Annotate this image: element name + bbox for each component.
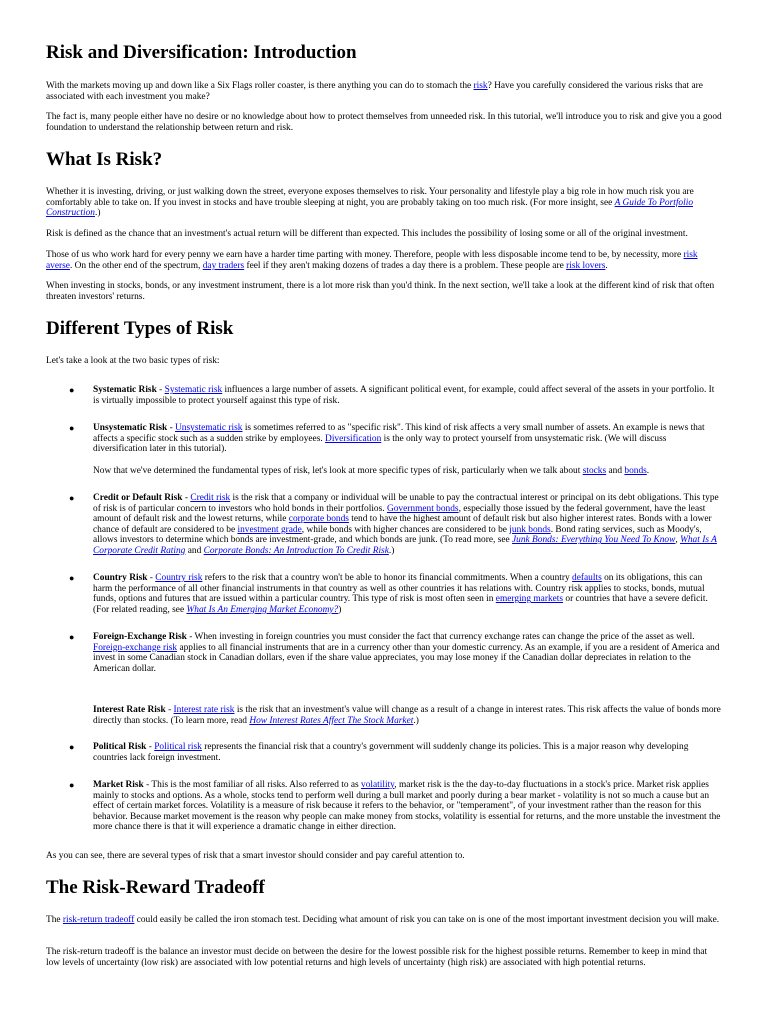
link-emerging-markets[interactable]: emerging markets (495, 594, 564, 605)
intro-paragraph-2: The fact is, many people either have no desire or no knowledge about how to protect themselves from unneeded risk. In this tutorial, we'll introduce you to risk and give you a good foundation to understand the relationship between return and risk. (46, 112, 722, 133)
link-day-traders[interactable]: day traders (202, 260, 245, 271)
link-volatility[interactable]: volatility (361, 780, 395, 790)
list-item-credit-risk (93, 493, 722, 557)
term: Political Risk (93, 742, 147, 752)
text: - (186, 632, 195, 642)
link-portfolio-construction[interactable]: A Guide To Portfolio Construction (46, 197, 694, 219)
link-credit-rating-article[interactable]: What Is A Corporate Credit Rating (93, 535, 717, 556)
text: influences a large number of assets. A significant political event, for example, could affect several of the assets in your portfolio. It is virtually impossible to protect yourself against this type of risk. (93, 385, 715, 406)
list-item-foreign-exchange-risk (93, 632, 722, 674)
text: feel if they aren't making dozens of trades a day there is a problem. These people are (244, 260, 567, 271)
text: on its obligations, this can harm the performance of all other financial instruments in that country as well as other countries it has relations with. Country risk applies to stocks, bonds, mutual funds, options and futures that are issued within a particular country. This type of risk is most often seen in (93, 573, 705, 605)
text: - (146, 742, 155, 752)
bullet-icon: ● (69, 780, 75, 790)
text: , while bonds with higher chances are considered to be (301, 524, 510, 535)
link-stocks[interactable]: stocks (582, 466, 607, 476)
term: Credit or Default Risk (93, 493, 183, 503)
section-heading-types-of-risk: Different Types of Risk (46, 318, 234, 339)
text: - (165, 705, 174, 715)
term: Unsystematic Risk (93, 423, 168, 433)
text: , (675, 535, 681, 546)
text: ) (338, 604, 342, 615)
list-item-political-risk (93, 742, 722, 763)
text: is the risk that an investment's value will change as a result of a change in interest rates. This risk affects the value of bonds more directly than stocks. (To learn more, read (93, 705, 721, 726)
text: , especially those issued by the federal government, have the least amount of default risk and the lowest returns, while (93, 503, 706, 525)
bullet-icon: ● (69, 632, 75, 642)
text: - (147, 573, 156, 583)
types-lead: Let's take a look at the two basic types of risk: (46, 356, 220, 366)
bullet-icon: ● (69, 423, 75, 433)
text: could easily be called the iron stomach test. Deciding what amount of risk you can take on is one of the most important investment decision you will make. (134, 915, 720, 925)
term: Market Risk (93, 780, 144, 790)
text: When investing in foreign countries you must consider the fact that currency exchange rates can change the price of the asset as well. (194, 632, 695, 642)
text: - (182, 493, 191, 503)
tradeoff-paragraph-1 (46, 915, 722, 926)
text: applies to all financial instruments that are in a currency other than your domestic currency. As an example, if you are a resident of America and invest in some Canadian stock in Canadian dollars, even if the share value appreciates, you may lose money if the Canadian dollar depreciates in relation to the American dollar. (93, 642, 720, 674)
link-defaults[interactable]: defaults (572, 573, 602, 583)
text: tend to have the highest amount of default risk but also higher interest rates. Bonds with a lower chance of default are considered to be (93, 514, 712, 535)
text: .) (94, 208, 101, 219)
term: Country Risk (93, 573, 148, 583)
text: .) (388, 545, 395, 556)
text: The (46, 915, 63, 925)
text: ? Have you carefully considered the various risks that are associated with each investment you make? (46, 81, 703, 102)
term: Systematic Risk (93, 385, 157, 395)
text: , market risk is the the day-to-day fluctuations in a stock's price. Market risk applies mainly to stocks and options. As a whole, stocks tend to perform well during a bull market and poorly during a bear market - volatility is not so much a cause but an effect of certain market forces. Volatility is a measure of risk because it refers to the behavior, or "temperament", of your investment rather than the reason for this behavior. Because market movement is the reason why people can make money from stocks, volatility is essential for returns, and the more unstable the investment the more chance there is that it will experience a dramatic change in either direction. (93, 780, 721, 833)
what-is-risk-paragraph-1 (46, 187, 722, 219)
text: Now that we've determined the fundamental types of risk, let's look at more specific types of risk, particularly when we talk about (93, 466, 583, 476)
link-investment-grade[interactable]: investment grade (237, 524, 302, 535)
what-is-risk-paragraph-2: Risk is defined as the chance that an investment's actual return will be different than expected. This includes the possibility of losing some or all of the original investment. (46, 229, 688, 239)
text: or countries that have a severe deficit. (For related reading, see (93, 594, 708, 615)
section-heading-what-is-risk: What Is Risk? (46, 149, 163, 170)
link-credit-risk[interactable]: Credit risk (190, 493, 231, 503)
list-item-systematic-risk (93, 385, 722, 406)
link-corporate-bonds-article[interactable]: Corporate Bonds: An Introduction To Credit Risk (203, 545, 389, 556)
text: Those of us who work hard for every penny we earn have a harder time parting with money. Therefore, people with less disposable income tend to be, by necessity, more (46, 250, 684, 260)
link-risk-averse[interactable]: risk averse (46, 250, 698, 271)
link-diversification[interactable]: Diversification (325, 433, 382, 444)
text: . Bond rating services, such as Moody's, allows investors to determine which bonds are investment-grade, and which bonds are junk. (To read more, see (93, 524, 702, 546)
list-item-country-risk (93, 573, 722, 615)
link-unsystematic-risk[interactable]: Unsystematic risk (175, 423, 243, 433)
link-risk-return-tradeoff[interactable]: risk-return tradeoff (62, 915, 135, 925)
link-foreign-exchange-risk[interactable]: Foreign-exchange risk (93, 642, 178, 653)
bullet-icon: ● (69, 385, 75, 395)
page-title: Risk and Diversification: Introduction (46, 42, 357, 63)
section-heading-risk-reward: The Risk-Reward Tradeoff (46, 877, 265, 898)
link-corporate-bonds[interactable]: corporate bonds (288, 514, 349, 525)
text: - (156, 385, 165, 395)
tradeoff-paragraph-2: The risk-return tradeoff is the balance an investor must decide on between the desire for the lowest possible risk for the highest possible returns. Remember to keep in mind that low levels of uncertainty (low risk) are associated with low potential returns and high levels of uncertainty (high risk) are associated with high potential returns. (46, 947, 708, 968)
text: - (167, 423, 176, 433)
text: represents the financial risk that a country's government will suddenly change its policies. This is a major reason why developing countries lack foreign investment. (93, 742, 689, 763)
text: With the markets moving up and down like a Six Flags roller coaster, is there anything you can do to stomach the (46, 81, 474, 91)
link-bonds[interactable]: bonds (624, 466, 647, 476)
list-item-unsystematic-risk (93, 423, 722, 455)
text: Whether it is investing, driving, or just walking down the street, everyone exposes themselves to risk. Your personality and lifestyle play a big role in how much risk you are comfortably able to take on. If you invest in stocks and have trouble sleeping at night, you are probably taking on too much risk. (For more insight, see (46, 187, 694, 208)
link-systematic-risk[interactable]: Systematic risk (164, 385, 223, 395)
text: and (606, 466, 625, 476)
text: . (646, 466, 650, 476)
term: Foreign-Exchange Risk (93, 632, 187, 642)
link-emerging-market-article[interactable]: What Is An Emerging Market Economy? (186, 604, 339, 615)
text: . (605, 260, 608, 271)
text: is sometimes referred to as "specific risk". This kind of risk affects a very small number of assets. An example is news that affects a specific stock such as a sudden strike by employees. (93, 423, 705, 444)
term: Interest Rate Risk (93, 705, 166, 715)
what-is-risk-paragraph-4: When investing in stocks, bonds, or any investment instrument, there is a lot more risk than you'd think. In the next section, we'll take a look at the different kind of risk that often threaten investors' returns. (46, 281, 715, 302)
bullet-icon: ● (69, 573, 75, 583)
types-closing: As you can see, there are several types of risk that a smart investor should consider and pay careful attention to. (46, 851, 465, 861)
text: refers to the risk that a country won't be able to honor its financial commitments. When a country (202, 573, 573, 583)
text: and (185, 545, 204, 556)
what-is-risk-paragraph-3 (46, 250, 722, 271)
list-item-interest-rate-risk (93, 705, 722, 726)
link-political-risk[interactable]: Political risk (154, 742, 202, 752)
text: . On the other end of the spectrum, (69, 260, 203, 271)
link-country-risk[interactable]: Country risk (155, 573, 203, 583)
transition-paragraph (93, 466, 722, 477)
intro-paragraph-1 (46, 81, 722, 102)
text: This is the most familiar of all risks. Also referred to as (151, 780, 362, 790)
link-government-bonds[interactable]: Government bonds (386, 503, 459, 514)
link-interest-rates-article[interactable]: How Interest Rates Affect The Stock Market (249, 715, 414, 726)
text: is the risk that a company or individual will be unable to pay the contractual interest or principal on its debt obligations. This type of risk is of particular concern to investors who hold bonds in their portfolios. (93, 493, 719, 514)
text: .) (413, 715, 419, 726)
link-interest-rate-risk[interactable]: Interest rate risk (173, 705, 235, 715)
bullet-icon: ● (69, 493, 75, 503)
link-risk[interactable]: risk (473, 81, 488, 91)
link-junk-bonds-article[interactable]: Junk Bonds: Everything You Need To Know (512, 535, 676, 546)
link-junk-bonds[interactable]: junk bonds (509, 524, 551, 535)
link-risk-lovers[interactable]: risk lovers (566, 260, 606, 271)
list-item-market-risk (93, 780, 722, 833)
text: is the only way to protect yourself from unsystematic risk. (We will discuss diversification later in this tutorial). (93, 433, 667, 455)
text: - (143, 780, 152, 790)
bullet-icon: ● (69, 742, 75, 752)
